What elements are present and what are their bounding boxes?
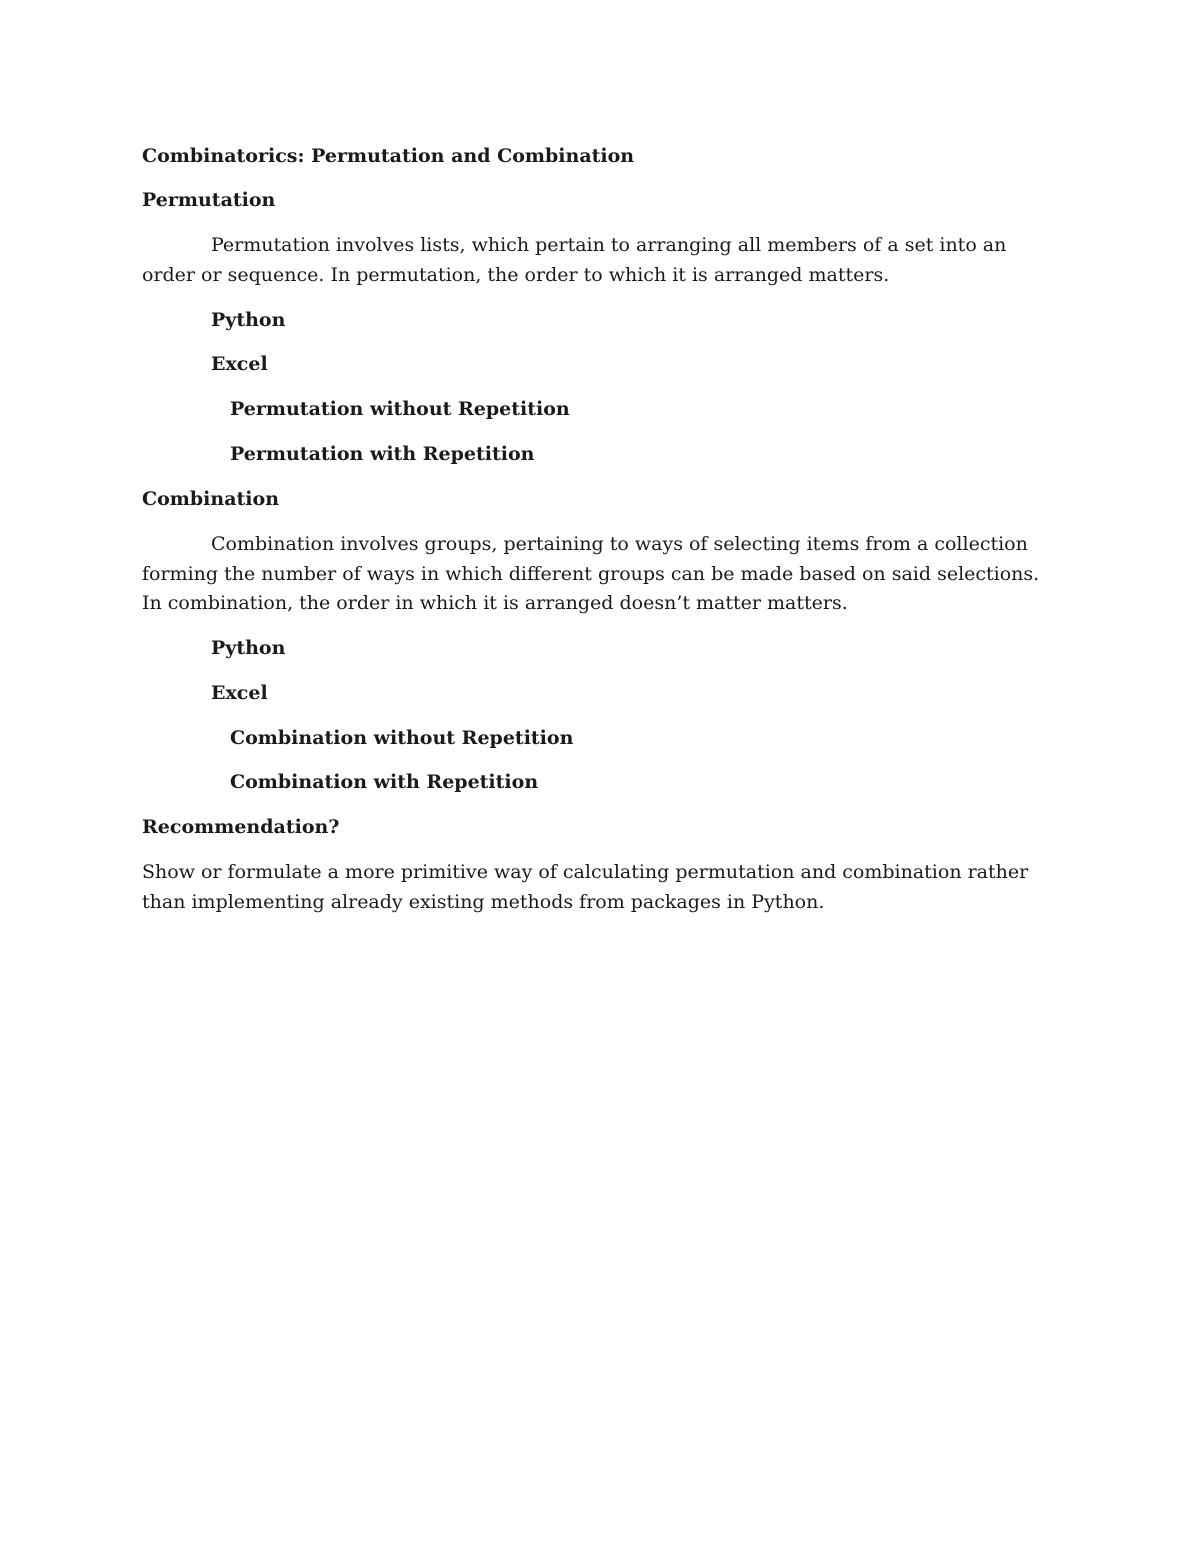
permutation-heading: Permutation (142, 189, 276, 211)
combination-excel-heading: Excel (211, 682, 268, 704)
recommendation-heading: Recommendation? (142, 816, 340, 838)
combination-python-heading: Python (211, 637, 286, 659)
permutation-excel-heading: Excel (211, 353, 268, 375)
combination-heading: Combination (142, 488, 280, 510)
combination-with-repetition-heading: Combination with Repetition (230, 771, 539, 793)
permutation-with-repetition-heading: Permutation with Repetition (230, 443, 535, 465)
permutation-without-repetition-heading: Permutation without Repetition (230, 398, 570, 420)
document-title: Combinatorics: Permutation and Combination (142, 145, 635, 167)
combination-without-repetition-heading: Combination without Repetition (230, 727, 574, 749)
permutation-python-heading: Python (211, 309, 286, 331)
recommendation-body: Show or formulate a more primitive way of calculating permutation and combination rather than implementing already existing methods from packages in Python. (142, 861, 1029, 913)
permutation-body: Permutation involves lists, which pertain to arranging all members of a set into an order or sequence. In permutation, the order to which it is arranged matters. (142, 234, 1007, 286)
combination-body: Combination involves groups, pertaining to ways of selecting items from a collection forming the number of ways in which different groups can be made based on said selections. In combination, the order in which it is arranged doesn’t matter matters. (142, 533, 1040, 614)
